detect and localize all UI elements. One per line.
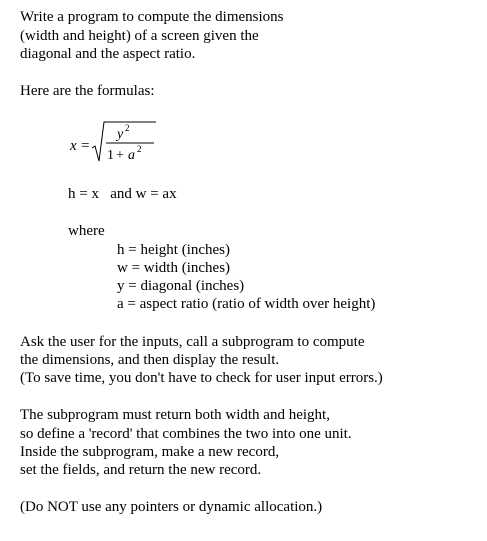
record-line-2: so define a 'record' that combines the two into one unit. <box>20 426 352 442</box>
formula-graphic <box>68 120 168 170</box>
definition-a: a = aspect ratio (ratio of width over height) <box>117 296 376 312</box>
formula-x <box>68 120 168 168</box>
definition-w: w = width (inches) <box>117 260 231 276</box>
record-line-1: The subprogram must return both width and height, <box>20 407 330 423</box>
formula-numerator: y <box>117 127 124 142</box>
radical-sign <box>92 122 156 161</box>
note-no-pointers: (Do NOT use any pointers or dynamic allocation.) <box>20 499 323 515</box>
formula-denom-var: a <box>128 148 135 163</box>
ask-line-3: (To save time, you don't have to check for user input errors.) <box>20 370 383 386</box>
definition-y: y = diagonal (inches) <box>117 278 245 294</box>
ask-line-1: Ask the user for the inputs, call a subprogram to compute <box>20 334 365 350</box>
hw-formula: h = x and w = ax <box>68 186 177 202</box>
formula-numerator-exp: 2 <box>125 123 130 133</box>
intro-line-3: diagonal and the aspect ratio. <box>20 46 196 62</box>
formula-denom-exp: 2 <box>137 144 142 154</box>
formula-lhs: x <box>70 138 77 154</box>
where-label: where <box>68 223 105 239</box>
record-line-4: set the fields, and return the new record. <box>20 462 262 478</box>
intro-line-1: Write a program to compute the dimensions <box>20 9 284 25</box>
definition-h: h = height (inches) <box>117 242 231 258</box>
record-line-3: Inside the subprogram, make a new record, <box>20 444 280 460</box>
formula-equals: = <box>81 138 90 154</box>
formula-denom-plus: + <box>116 148 124 163</box>
formulas-heading: Here are the formulas: <box>20 83 155 99</box>
intro-line-2: (width and height) of a screen given the <box>20 28 259 44</box>
ask-line-2: the dimensions, and then display the result. <box>20 352 280 368</box>
formula-denom-one: 1 <box>107 148 114 163</box>
